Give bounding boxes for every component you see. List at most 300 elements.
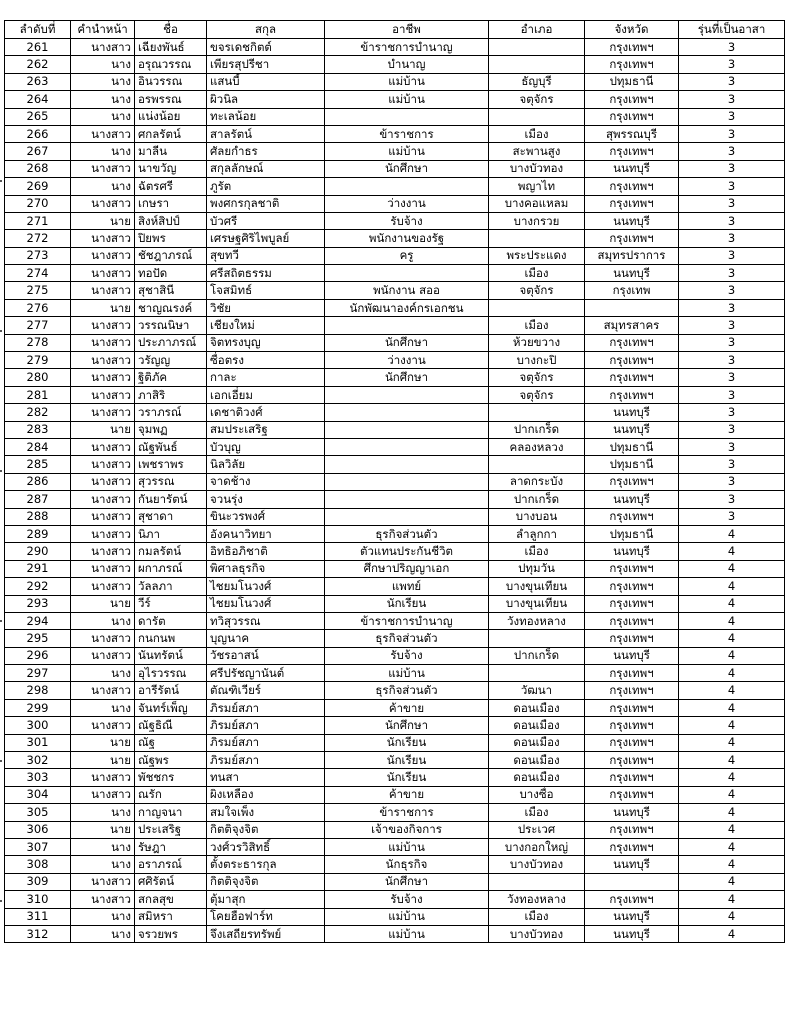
cell-title: นาง [71, 699, 135, 716]
cell-title: นางสาว [71, 334, 135, 351]
cell-batch: 4 [679, 630, 785, 647]
cell-province: กรุงเทพฯ [585, 91, 679, 108]
cell-num: 290 [5, 543, 71, 560]
cell-title: นาง [71, 838, 135, 855]
cell-first-name: ประเสริฐ [135, 821, 207, 838]
cell-title: นางสาว [71, 786, 135, 803]
table-row [5, 491, 785, 508]
cell-title: นางสาว [71, 456, 135, 473]
cell-district: วังทองหลาง [489, 891, 585, 908]
cell-num: 280 [5, 369, 71, 386]
cell-last-name: ภิรมย์สภา [207, 699, 325, 716]
table-row [5, 143, 785, 160]
cell-occupation: ว่างงาน [325, 195, 489, 212]
cell-occupation: แม่บ้าน [325, 838, 489, 855]
cell-last-name: ภิรมย์สภา [207, 717, 325, 734]
cell-first-name: วรัญญ [135, 352, 207, 369]
cell-first-name: กาญจนา [135, 804, 207, 821]
cell-occupation [325, 386, 489, 403]
cell-district [489, 108, 585, 125]
header-num: ลำดับที่ [5, 21, 71, 39]
cell-num: 293 [5, 595, 71, 612]
cell-province: กรุงเทพฯ [585, 508, 679, 525]
cell-batch: 3 [679, 143, 785, 160]
cell-occupation: ว่างงาน [325, 352, 489, 369]
cell-district: สะพานสูง [489, 143, 585, 160]
cell-title: นาง [71, 91, 135, 108]
cell-num: 288 [5, 508, 71, 525]
header-title: คำนำหน้า [71, 21, 135, 39]
cell-title: นางสาว [71, 369, 135, 386]
table-row [5, 317, 785, 334]
table-row [5, 212, 785, 229]
cell-occupation: นักศึกษา [325, 369, 489, 386]
cell-first-name: จุมพฏ [135, 421, 207, 438]
cell-occupation: ธุรกิจส่วนตัว [325, 630, 489, 647]
table-row [5, 595, 785, 612]
cell-first-name: เพชราพร [135, 456, 207, 473]
scan-mark [0, 760, 2, 762]
cell-district: ดอนเมือง [489, 717, 585, 734]
cell-title: นางสาว [71, 265, 135, 282]
cell-district: พระประแดง [489, 247, 585, 264]
cell-district [489, 630, 585, 647]
cell-district: ปากเกร็ด [489, 647, 585, 664]
cell-district [489, 456, 585, 473]
table-row [5, 838, 785, 855]
header-first-name: ชื่อ [135, 21, 207, 39]
cell-title: นางสาว [71, 438, 135, 455]
cell-district: ประเวศ [489, 821, 585, 838]
cell-title: นาย [71, 299, 135, 316]
cell-occupation: นักศึกษา [325, 160, 489, 177]
table-row [5, 108, 785, 125]
cell-last-name: เดชาติวงศ์ [207, 404, 325, 421]
cell-first-name: ดารัต [135, 612, 207, 629]
cell-province: กรุงเทพฯ [585, 891, 679, 908]
cell-last-name: อิทธิอภิชาติ [207, 543, 325, 560]
cell-first-name: ภาสิริ [135, 386, 207, 403]
cell-first-name: ประภาภรณ์ [135, 334, 207, 351]
cell-occupation: ค้าขาย [325, 699, 489, 716]
cell-title: นางสาว [71, 247, 135, 264]
cell-title: นาย [71, 821, 135, 838]
cell-num: 273 [5, 247, 71, 264]
cell-district [489, 39, 585, 56]
cell-occupation: ธุรกิจส่วนตัว [325, 525, 489, 542]
cell-province: นนทบุรี [585, 804, 679, 821]
cell-first-name: รัษฎา [135, 838, 207, 855]
cell-last-name: ผิวนิล [207, 91, 325, 108]
cell-province: กรุงเทพฯ [585, 595, 679, 612]
cell-province: นนทบุรี [585, 543, 679, 560]
cell-num: 304 [5, 786, 71, 803]
cell-province: ปทุมธานี [585, 438, 679, 455]
cell-province [585, 299, 679, 316]
cell-province: กรุงเทพ [585, 282, 679, 299]
cell-num: 289 [5, 525, 71, 542]
table-row [5, 821, 785, 838]
cell-num: 268 [5, 160, 71, 177]
cell-first-name: ณัฐ [135, 734, 207, 751]
cell-batch: 4 [679, 891, 785, 908]
cell-province: กรุงเทพฯ [585, 578, 679, 595]
cell-title: นางสาว [71, 317, 135, 334]
cell-batch: 3 [679, 456, 785, 473]
cell-province: นนทบุรี [585, 925, 679, 942]
cell-last-name: พงศกรกุลชาติ [207, 195, 325, 212]
cell-occupation: ศึกษาปริญญาเอก [325, 560, 489, 577]
table-row [5, 525, 785, 542]
table-row [5, 438, 785, 455]
cell-num: 302 [5, 752, 71, 769]
cell-first-name: ณัฐพร [135, 752, 207, 769]
cell-last-name: ไชยมโนวงศ์ [207, 595, 325, 612]
cell-last-name: ศรีสถิตธรรม [207, 265, 325, 282]
cell-title: นาย [71, 212, 135, 229]
cell-title: นางสาว [71, 160, 135, 177]
cell-num: 310 [5, 891, 71, 908]
scan-mark [0, 470, 2, 472]
cell-occupation: ข้าราชการบำนาญ [325, 39, 489, 56]
cell-last-name: จาดช้าง [207, 473, 325, 490]
cell-province: ปทุมธานี [585, 525, 679, 542]
cell-title: นางสาว [71, 647, 135, 664]
cell-num: 295 [5, 630, 71, 647]
cell-title: นาง [71, 856, 135, 873]
cell-batch: 3 [679, 334, 785, 351]
cell-num: 265 [5, 108, 71, 125]
cell-title: นาง [71, 108, 135, 125]
cell-province: นนทบุรี [585, 212, 679, 229]
cell-district: ลำลูกกา [489, 525, 585, 542]
table-row [5, 334, 785, 351]
cell-batch: 4 [679, 699, 785, 716]
cell-num: 309 [5, 873, 71, 890]
cell-num: 264 [5, 91, 71, 108]
cell-batch: 3 [679, 56, 785, 73]
cell-batch: 3 [679, 404, 785, 421]
cell-province: กรุงเทพฯ [585, 665, 679, 682]
cell-batch: 4 [679, 595, 785, 612]
cell-num: 299 [5, 699, 71, 716]
cell-occupation: รับจ้าง [325, 891, 489, 908]
table-row [5, 282, 785, 299]
cell-last-name: ทะเลน้อย [207, 108, 325, 125]
cell-num: 305 [5, 804, 71, 821]
cell-last-name: บุญนาค [207, 630, 325, 647]
cell-last-name: สาลรัตน์ [207, 125, 325, 142]
table-row [5, 178, 785, 195]
cell-occupation [325, 178, 489, 195]
cell-last-name: ตุ้มาสุก [207, 891, 325, 908]
cell-occupation: ครู [325, 247, 489, 264]
cell-last-name: อังคนาวิทยา [207, 525, 325, 542]
cell-district: ปากเกร็ด [489, 421, 585, 438]
cell-title: นางสาว [71, 491, 135, 508]
cell-batch: 3 [679, 91, 785, 108]
header-row [5, 21, 785, 39]
cell-district [489, 299, 585, 316]
cell-occupation: นักศึกษา [325, 334, 489, 351]
cell-occupation: นักเรียน [325, 734, 489, 751]
cell-district: ปทุมวัน [489, 560, 585, 577]
cell-last-name: เพียรสุปรีชา [207, 56, 325, 73]
cell-district: จตุจักร [489, 282, 585, 299]
cell-district: เมือง [489, 804, 585, 821]
cell-last-name: เศรษฐศิริไพบูลย์ [207, 230, 325, 247]
table-row [5, 734, 785, 751]
scan-mark [0, 330, 2, 332]
cell-district [489, 873, 585, 890]
cell-occupation [325, 404, 489, 421]
cell-province: กรุงเทพฯ [585, 230, 679, 247]
table-row [5, 891, 785, 908]
cell-batch: 3 [679, 317, 785, 334]
table-row [5, 543, 785, 560]
cell-batch: 4 [679, 717, 785, 734]
cell-title: นางสาว [71, 891, 135, 908]
cell-batch: 4 [679, 804, 785, 821]
cell-num: 278 [5, 334, 71, 351]
cell-district: บางกะปิ [489, 352, 585, 369]
cell-first-name: นาขวัญ [135, 160, 207, 177]
cell-first-name: สุชาดา [135, 508, 207, 525]
cell-last-name: บัวศรี [207, 212, 325, 229]
cell-first-name: สิงห์สิปป์ [135, 212, 207, 229]
cell-title: นาย [71, 734, 135, 751]
cell-batch: 3 [679, 247, 785, 264]
cell-batch: 4 [679, 908, 785, 925]
table-row [5, 647, 785, 664]
cell-district [489, 404, 585, 421]
cell-num: 292 [5, 578, 71, 595]
cell-last-name: ขินะวรพงศ์ [207, 508, 325, 525]
cell-province: กรุงเทพฯ [585, 386, 679, 403]
cell-first-name: พัชชกร [135, 769, 207, 786]
cell-occupation [325, 421, 489, 438]
table-row [5, 873, 785, 890]
cell-batch: 4 [679, 925, 785, 942]
cell-num: 291 [5, 560, 71, 577]
cell-title: นางสาว [71, 352, 135, 369]
cell-last-name: โคยฮือฟาร์ท [207, 908, 325, 925]
table-row [5, 404, 785, 421]
cell-first-name: ชัชฎาภรณ์ [135, 247, 207, 264]
cell-last-name: บัวบุญ [207, 438, 325, 455]
table-row [5, 804, 785, 821]
cell-province: สมุทรปราการ [585, 247, 679, 264]
table-row [5, 265, 785, 282]
table-row [5, 682, 785, 699]
cell-batch: 3 [679, 369, 785, 386]
cell-last-name: สมใจเพ็ง [207, 804, 325, 821]
cell-district: เมือง [489, 317, 585, 334]
cell-title: นางสาว [71, 525, 135, 542]
cell-first-name: ณัฐธิณี [135, 717, 207, 734]
cell-last-name: กาละ [207, 369, 325, 386]
cell-occupation: เจ้าของกิจการ [325, 821, 489, 838]
table-row [5, 195, 785, 212]
cell-district [489, 665, 585, 682]
cell-first-name: ศกลรัตน์ [135, 125, 207, 142]
table-row [5, 560, 785, 577]
cell-batch: 3 [679, 491, 785, 508]
cell-batch: 4 [679, 821, 785, 838]
cell-first-name: ทอปัด [135, 265, 207, 282]
cell-district: บางซื่อ [489, 786, 585, 803]
cell-first-name: อุไรวรรณ [135, 665, 207, 682]
cell-num: 298 [5, 682, 71, 699]
cell-province: กรุงเทพฯ [585, 108, 679, 125]
cell-num: 308 [5, 856, 71, 873]
cell-last-name: วัชรอาสน์ [207, 647, 325, 664]
cell-batch: 3 [679, 195, 785, 212]
table-row [5, 578, 785, 595]
table-row [5, 473, 785, 490]
cell-title: นางสาว [71, 230, 135, 247]
cell-first-name: อารีรัตน์ [135, 682, 207, 699]
cell-batch: 3 [679, 265, 785, 282]
cell-occupation: นักเรียน [325, 769, 489, 786]
cell-first-name: สุวรรณ [135, 473, 207, 490]
cell-district [489, 230, 585, 247]
cell-occupation: นักเรียน [325, 595, 489, 612]
cell-last-name: ไชยมโนวงศ์ [207, 578, 325, 595]
cell-last-name: วงศ์วรวิสิทธิ์ [207, 838, 325, 855]
cell-first-name: สุชาสินี [135, 282, 207, 299]
cell-last-name: เอกเอี่ยม [207, 386, 325, 403]
cell-last-name: ภิรมย์สภา [207, 734, 325, 751]
cell-province: สมุทรสาคร [585, 317, 679, 334]
cell-occupation [325, 508, 489, 525]
cell-title: นางสาว [71, 543, 135, 560]
cell-first-name: นิภา [135, 525, 207, 542]
cell-batch: 3 [679, 125, 785, 142]
cell-num: 282 [5, 404, 71, 421]
cell-occupation [325, 265, 489, 282]
cell-batch: 3 [679, 352, 785, 369]
cell-batch: 4 [679, 682, 785, 699]
cell-occupation: ค้าขาย [325, 786, 489, 803]
cell-batch: 4 [679, 786, 785, 803]
cell-batch: 3 [679, 73, 785, 90]
cell-batch: 4 [679, 543, 785, 560]
cell-occupation: บำนาญ [325, 56, 489, 73]
cell-province: กรุงเทพฯ [585, 39, 679, 56]
cell-last-name: สุขทวี [207, 247, 325, 264]
header-batch: รุ่นที่เป็นอาสา [679, 21, 785, 39]
cell-title: นาง [71, 804, 135, 821]
cell-occupation: แม่บ้าน [325, 73, 489, 90]
cell-province: กรุงเทพฯ [585, 630, 679, 647]
cell-last-name: พิศาลธุรกิจ [207, 560, 325, 577]
table-row [5, 299, 785, 316]
cell-district: วัฒนา [489, 682, 585, 699]
cell-first-name: แน่งน้อย [135, 108, 207, 125]
cell-province: กรุงเทพฯ [585, 786, 679, 803]
cell-num: 279 [5, 352, 71, 369]
cell-num: 283 [5, 421, 71, 438]
cell-district: วังทองหลาง [489, 612, 585, 629]
cell-batch: 3 [679, 39, 785, 56]
cell-num: 297 [5, 665, 71, 682]
table-row [5, 786, 785, 803]
cell-occupation: แม่บ้าน [325, 908, 489, 925]
cell-batch: 4 [679, 838, 785, 855]
cell-last-name: นิลวิลัย [207, 456, 325, 473]
cell-first-name: ผกาภรณ์ [135, 560, 207, 577]
cell-title: นางสาว [71, 630, 135, 647]
cell-district: ดอนเมือง [489, 769, 585, 786]
cell-last-name: ทวิสุวรรณ [207, 612, 325, 629]
cell-batch: 3 [679, 438, 785, 455]
cell-occupation: แม่บ้าน [325, 143, 489, 160]
volunteer-roster-table [4, 20, 785, 943]
cell-district [489, 56, 585, 73]
cell-province: นนทบุรี [585, 647, 679, 664]
cell-first-name: กมลรัตน์ [135, 543, 207, 560]
cell-province: กรุงเทพฯ [585, 369, 679, 386]
cell-num: 267 [5, 143, 71, 160]
cell-last-name: เชียงใหม่ [207, 317, 325, 334]
cell-occupation: นักเรียน [325, 752, 489, 769]
cell-occupation [325, 438, 489, 455]
table-row [5, 717, 785, 734]
cell-first-name: สกลสุข [135, 891, 207, 908]
cell-last-name: ศรีปรัชญานันต์ [207, 665, 325, 682]
cell-title: นางสาว [71, 125, 135, 142]
cell-province: นนทบุรี [585, 856, 679, 873]
cell-province: กรุงเทพฯ [585, 334, 679, 351]
cell-district: ดอนเมือง [489, 734, 585, 751]
table-row [5, 73, 785, 90]
cell-district: เมือง [489, 125, 585, 142]
cell-occupation: แพทย์ [325, 578, 489, 595]
table-row [5, 769, 785, 786]
cell-num: 294 [5, 612, 71, 629]
cell-district: บางกอกใหญ่ [489, 838, 585, 855]
cell-first-name: ฉัตรศรี [135, 178, 207, 195]
cell-num: 286 [5, 473, 71, 490]
table-row [5, 352, 785, 369]
cell-province: นนทบุรี [585, 908, 679, 925]
cell-title: นางสาว [71, 769, 135, 786]
scan-edge-marks [0, 0, 3, 1024]
cell-last-name: โจสมิทธ์ [207, 282, 325, 299]
roster-sheet [4, 20, 784, 943]
cell-first-name: อรุณวรรณ [135, 56, 207, 73]
cell-title: นาง [71, 73, 135, 90]
table-row [5, 160, 785, 177]
cell-num: 284 [5, 438, 71, 455]
cell-title: นางสาว [71, 386, 135, 403]
cell-batch: 3 [679, 108, 785, 125]
cell-num: 266 [5, 125, 71, 142]
cell-batch: 3 [679, 421, 785, 438]
cell-num: 272 [5, 230, 71, 247]
cell-last-name: จึงเสถียรทรัพย์ [207, 925, 325, 942]
cell-province: สุพรรณบุรี [585, 125, 679, 142]
cell-first-name: วรรณนิษา [135, 317, 207, 334]
table-row [5, 856, 785, 873]
cell-num: 312 [5, 925, 71, 942]
cell-province: กรุงเทพฯ [585, 717, 679, 734]
cell-num: 262 [5, 56, 71, 73]
cell-last-name: จิตทรงบุญ [207, 334, 325, 351]
cell-num: 276 [5, 299, 71, 316]
cell-num: 275 [5, 282, 71, 299]
